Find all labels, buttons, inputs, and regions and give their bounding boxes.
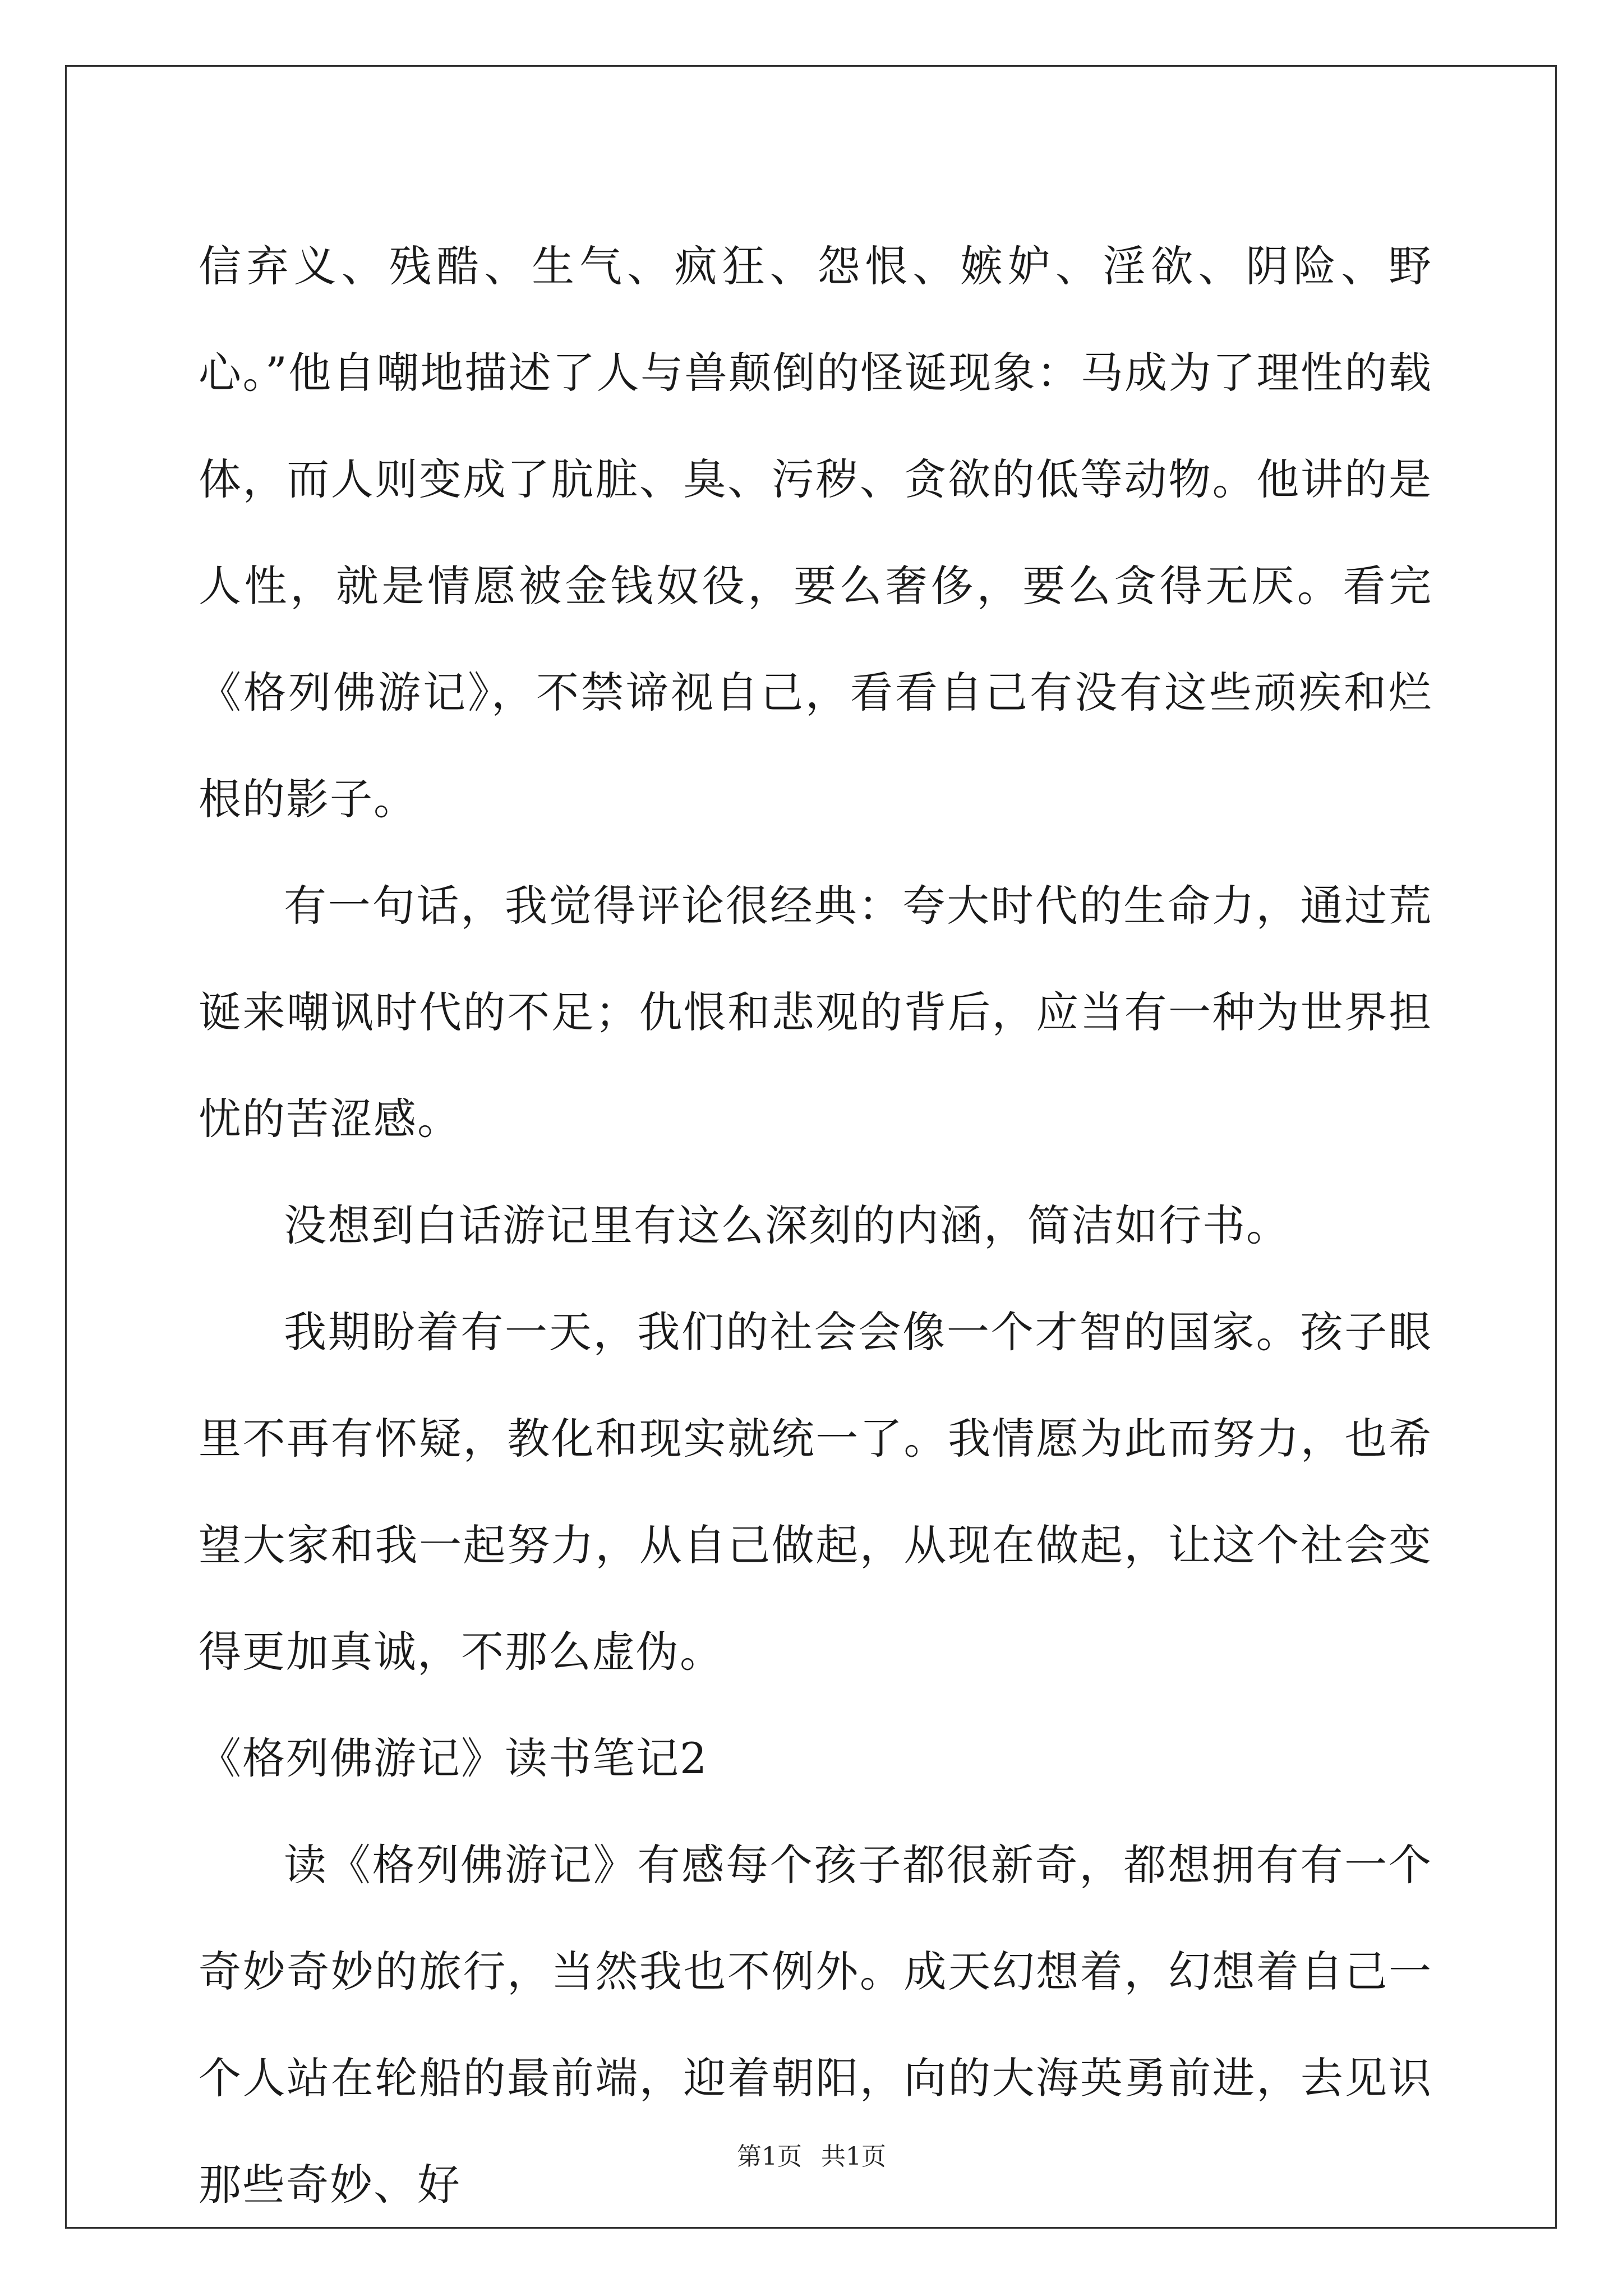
section-heading: 《格列佛游记》读书笔记2: [199, 1733, 708, 1783]
section-paragraph: 读《格列佛游记》有感每个孩子都很新奇，都想拥有有一个奇妙奇妙的旅行，当然我也不例外。成天幻想着，幻想着自己一个人站在轮船的最前端，迎着朝阳，向的大海英勇前进，去见识那些奇妙、好: [199, 1840, 1432, 2210]
page-footer: [0, 2140, 1623, 2174]
paragraph-4: 我期盼着有一天，我们的社会会像一个才智的国家。孩子眼里不再有怀疑，教化和现实就统一了。我情愿为此而努力，也希望大家和我一起努力，从自己做起，从现在做起，让这个社会变得更加真诚，不那么虚伪。: [199, 1307, 1432, 1677]
paragraph-2: 有一句话，我觉得评论很经典：夸大时代的生命力，通过荒诞来嘲讽时代的不足；仇恨和悲观的背后，应当有一种为世界担忧的苦涩感。: [199, 881, 1432, 1144]
document-body: [199, 213, 1432, 2238]
page-number: 第1页: [737, 2142, 802, 2171]
page-total: 共1页: [821, 2142, 886, 2171]
paragraph-3: 没想到白话游记里有这么深刻的内涵，简洁如行书。: [284, 1200, 1290, 1250]
paragraph-1: 信弃义、残酷、生气、疯狂、怨恨、嫉妒、淫欲、阴险、野心。”他自嘲地描述了人与兽颠倒的怪诞现象：马成为了理性的载体，而人则变成了肮脏、臭、污秽、贪欲的低等动物。他讲的是人性，就是情愿被金钱奴役，要么奢侈，要么贪得无厌。看完《格列佛游记》，不禁谛视自己，看看自己有没有这些顽疾和烂根的影子。: [199, 241, 1432, 824]
